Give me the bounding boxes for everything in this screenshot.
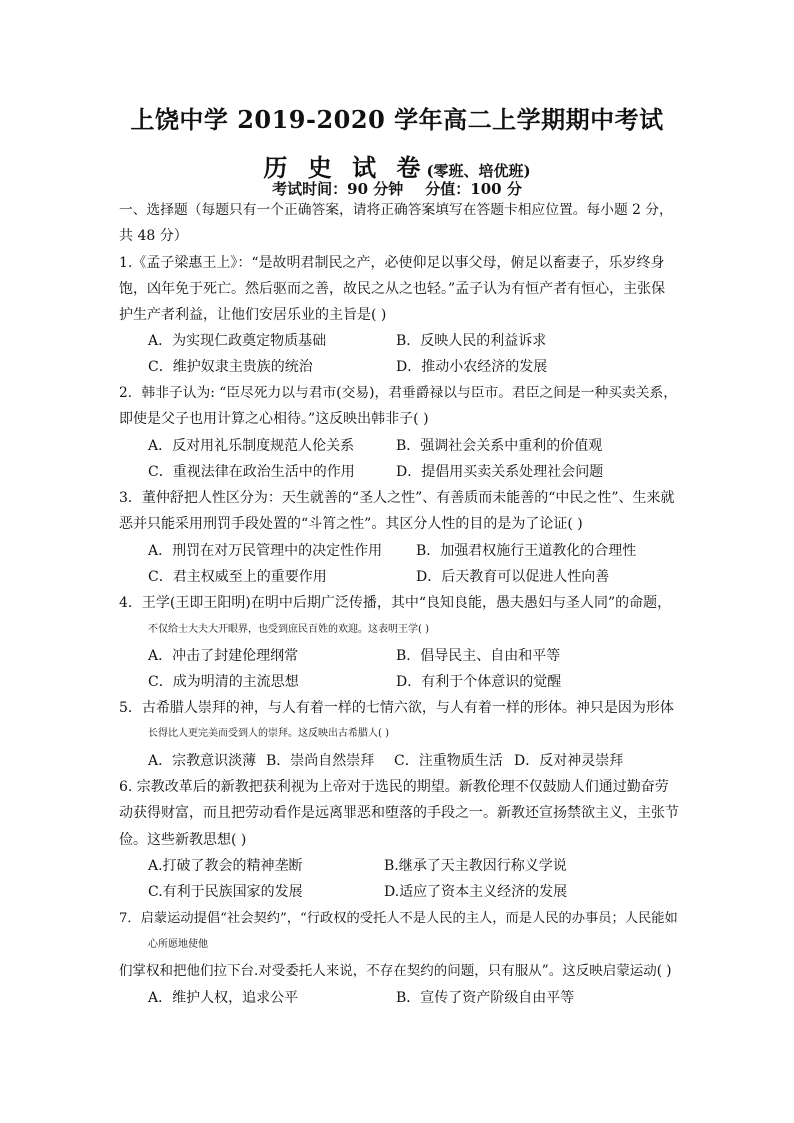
q7-line-2: 心所愿地使他 (148, 939, 208, 950)
q1-option-a[interactable]: A．为实现仁政奠定物质基础 (148, 333, 327, 349)
q2-line-1: 2．韩非子认为: “臣尽死力以与君市(交易)，君垂爵禄以与臣市。君臣之间是一种买卖关系， (119, 385, 678, 401)
q4-option-b[interactable]: B．倡导民主、自由和平等 (396, 648, 561, 664)
q4-option-a[interactable]: A．冲击了封建伦理纲常 (148, 648, 299, 664)
q4-option-c[interactable]: C．成为明清的主流思想 (148, 674, 299, 690)
q7-line-1: 7．启蒙运动提倡“社会契约”，“行政权的受托人不是人民的主人，而是人民的办事员；人民能如 (119, 911, 678, 926)
q3-option-c[interactable]: C．君主权威至上的重要作用 (148, 569, 327, 585)
subject-name: 历 史 试 卷 (263, 153, 427, 182)
q4-line-1: 4．王学(王即王阳明)在明中后期广泛传播，其中“良知良能，愚夫愚妇与圣人同”的命题， (119, 595, 672, 611)
q5-option-c[interactable]: C．注重物质生活 (394, 753, 503, 769)
q1-option-c[interactable]: C．维护奴隶主贵族的统治 (148, 359, 313, 375)
exam-time: 考试时间：90 分钟 (272, 180, 404, 198)
q6-option-b[interactable]: B.继承了天主教因行称义学说 (384, 858, 567, 874)
exam-info (0, 178, 794, 199)
q6-line-3: 俭。这些新教思想( ) (119, 832, 247, 848)
q1-line-2: 饱，凶年免于死亡。然后驱而之善，故民之从之也轻。”孟子认为有恒产者有恒心，主张保 (119, 281, 666, 297)
q3-option-a[interactable]: A．刑罚在对万民管理中的决定性作用 (148, 543, 383, 559)
q2-option-c[interactable]: C．重视法律在政治生活中的作用 (148, 464, 355, 480)
q6-option-c[interactable]: C.有利于民族国家的发展 (148, 884, 303, 900)
q1-option-b[interactable]: B．反映人民的利益诉求 (396, 333, 547, 349)
q7-line-3: 们掌权和把他们拉下台.对受委托人来说，不存在契约的问题，只有服从”。这反映启蒙运动( ) (119, 963, 672, 979)
q3-option-d[interactable]: D．后天教育可以促进人性向善 (416, 569, 610, 585)
q2-option-b[interactable]: B．强调社会关系中重利的价值观 (396, 438, 603, 454)
q7-option-b[interactable]: B．宣传了资产阶级自由平等 (396, 990, 575, 1006)
q3-line-2: 恶并只能采用刑罚手段处置的“斗筲之性”。其区分人性的目的是为了论证( ) (119, 516, 583, 532)
class-note: (零班、培优班) (426, 162, 531, 180)
q5-option-a[interactable]: A．宗教意识淡薄 (148, 753, 257, 769)
q5-line-1: 5．古希腊人崇拜的神，与人有着一样的七情六欲，与人有着一样的形体。神只是因为形体 (119, 700, 674, 716)
q2-option-d[interactable]: D．提倡用买卖关系处理社会问题 (396, 464, 604, 480)
q4-line-2: 不仅给士大夫大开眼界，也受到庶民百姓的欢迎。这表明王学( ) (148, 624, 429, 635)
q2-line-2: 即使是父子也用计算之心相待。”这反映出韩非子( ) (119, 411, 429, 427)
exam-score: 分值：100 分 (425, 180, 522, 198)
q1-line-1: 1.《孟子梁惠王上》：“是故明君制民之产，必使仰足以事父母，俯足以畜妻子，乐岁终身 (119, 255, 665, 271)
q1-line-3: 护生产者利益，让他们安居乐业的主旨是( ) (119, 307, 387, 323)
q4-option-d[interactable]: D．有利于个体意识的觉醒 (396, 674, 562, 690)
q6-option-d[interactable]: D.适应了资本主义经济的发展 (384, 884, 568, 900)
q6-option-a[interactable]: A.打破了教会的精神垄断 (148, 858, 303, 874)
section-heading-cont: 共 48 分） (119, 228, 188, 244)
q1-option-d[interactable]: D．推动小农经济的发展 (396, 359, 548, 375)
q5-option-d[interactable]: D．反对神灵崇拜 (514, 753, 624, 769)
q5-option-b[interactable]: B．崇尚自然崇拜 (266, 753, 375, 769)
q7-option-a[interactable]: A．维护人权，追求公平 (148, 990, 299, 1006)
q5-line-2: 长得比人更完美而受到人的崇拜。这反映出古希腊人( ) (148, 728, 389, 739)
section-heading: 一、选择题（每题只有一个正确答案，请将正确答案填写在答题卡相应位置。每小题 2 分， (119, 202, 673, 218)
q3-option-b[interactable]: B．加强君权施行王道教化的合理性 (416, 543, 637, 559)
q6-line-2: 动获得财富，而且把劳动看作是远离罪恶和堕落的手段之一。新教还宣扬禁欲主义，主张节 (119, 805, 679, 821)
q6-line-1: 6. 宗教改革后的新教把获利视为上帝对于选民的期望。新教伦理不仅鼓励人们通过勤奋劳 (119, 779, 669, 795)
q3-line-1: 3．董仲舒把人性区分为：天生就善的“圣人之性”、有善质而未能善的“中民之性”、生来就 (119, 490, 675, 506)
exam-title: 上饶中学 2019-2020 学年高二上学期期中考试 (130, 105, 664, 134)
q2-option-a[interactable]: A．反对用礼乐制度规范人伦关系 (148, 438, 355, 454)
